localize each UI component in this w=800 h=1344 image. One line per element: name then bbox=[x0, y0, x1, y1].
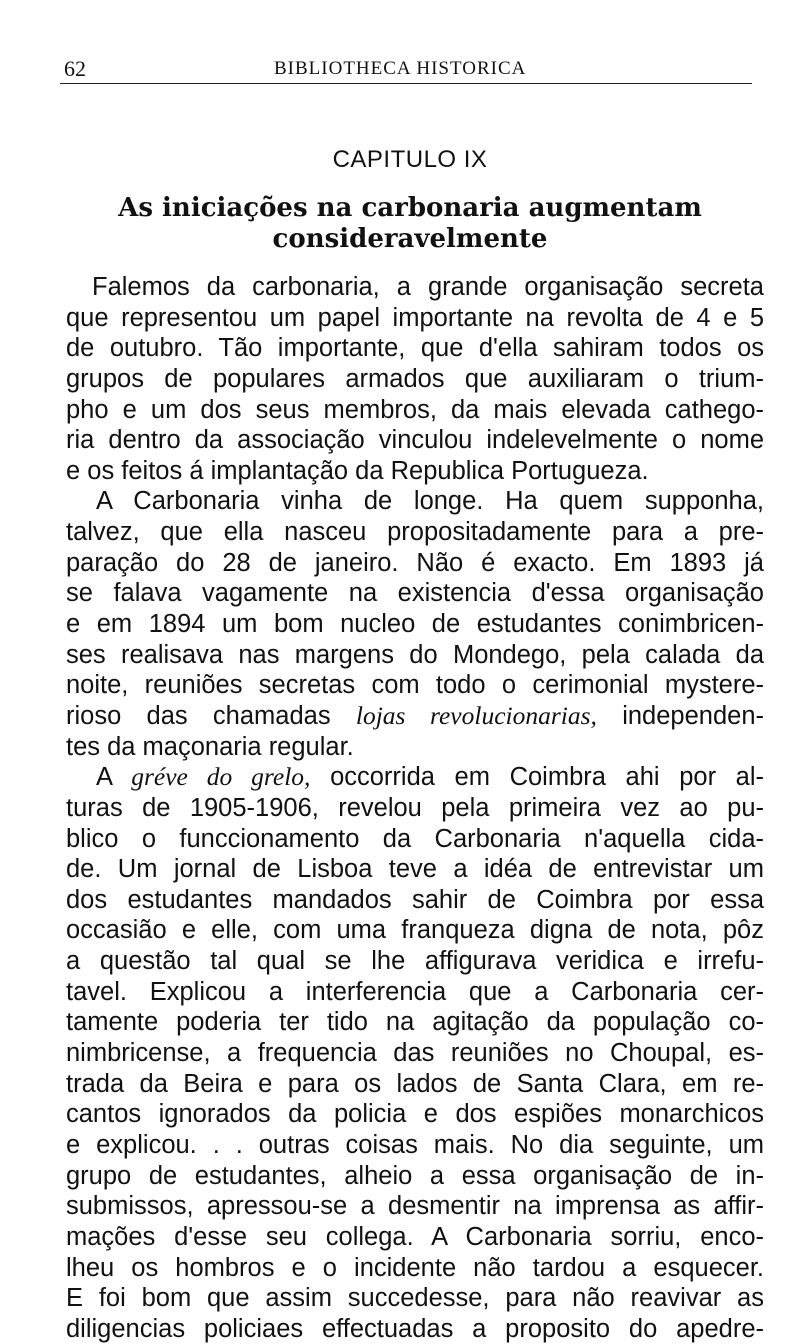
text-line: noite, reuniões secretas com todo o cerimonial mystere- bbox=[66, 671, 764, 700]
text-line: turas de 1905-1906, revelou pela primeira vez ao pu- bbox=[66, 793, 764, 822]
text-line: tavel. Explicou a interferencia que a Carbonaria cer- bbox=[66, 977, 764, 1006]
text-line: E foi bom que assim succedesse, para não reavivar as bbox=[66, 1284, 764, 1313]
text-line: talvez, que ella nasceu propositadamente para a pre- bbox=[66, 518, 764, 547]
text-line: ses realisava nas margens do Mondego, pela calada da bbox=[66, 640, 764, 669]
text-line: mações d'esse seu collega. A Carbonaria sorriu, enco- bbox=[66, 1222, 764, 1251]
page-header bbox=[62, 52, 750, 82]
text-line: tes da maçonaria regular. bbox=[66, 732, 354, 761]
page-number: 62 bbox=[64, 56, 86, 81]
text-line: de outubro. Tão importante, que d'ella sahiram todos os bbox=[66, 334, 764, 363]
text-line: nimbricense, a frequencia das reuniões no Choupal, es- bbox=[66, 1039, 764, 1068]
text-line: A Carbonaria vinha de longe. Ha quem supponha, bbox=[96, 487, 764, 516]
text-line bbox=[66, 762, 764, 793]
text-line: tamente poderia ter tido na agitação da população co- bbox=[66, 1008, 764, 1037]
text-line: pho e um dos seus membros, da mais elevada cathego- bbox=[66, 395, 764, 424]
text-line: trada da Beira e para os lados de Santa Clara, em re- bbox=[66, 1069, 764, 1098]
chapter-title-line: As iniciações na carbonaria augmentam bbox=[118, 193, 702, 223]
text-line bbox=[66, 701, 764, 732]
chapter-title-line: consideravelmente bbox=[272, 224, 548, 254]
chapter-title bbox=[0, 193, 800, 255]
text-line: occasião e elle, com uma franqueza digna de nota, pôz bbox=[66, 916, 764, 945]
text-line: lheu os hombros e o incidente não tardou a esquecer. bbox=[66, 1253, 764, 1282]
italic-phrase: lojas revolucionarias, bbox=[355, 700, 597, 730]
text-line: cantos ignorados da policia e dos espiões monarchicos bbox=[66, 1100, 764, 1129]
text-line: e explicou. . . outras coisas mais. No dia seguinte, um bbox=[66, 1130, 764, 1159]
text-fragment: independen- bbox=[622, 701, 764, 730]
text-line: ria dentro da associação vinculou indelevelmente o nome bbox=[66, 426, 764, 455]
text-line: a questão tal qual se lhe affigurava veridica e irrefu- bbox=[66, 947, 764, 976]
running-title: BIBLIOTHECA HISTORICA bbox=[274, 58, 527, 79]
text-line: de. Um jornal de Lisboa teve a idéa de entrevistar um bbox=[66, 855, 764, 884]
text-fragment: A bbox=[96, 763, 112, 792]
text-line: Falemos da carbonaria, a grande organisação secreta bbox=[92, 273, 764, 301]
text-line: e os feitos á implantação da Republica Portugueza. bbox=[66, 456, 649, 485]
text-line: dos estudantes mandados sahir de Coimbra por essa bbox=[66, 885, 764, 914]
text-line: e em 1894 um bom nucleo de estudantes conimbricen- bbox=[66, 610, 764, 639]
text-line: se falava vagamente na existencia d'essa organisação bbox=[66, 579, 764, 608]
body-text bbox=[66, 272, 764, 1344]
text-line: submissos, apressou-se a desmentir na imprensa as affir- bbox=[66, 1192, 764, 1221]
text-line: grupos de populares armados que auxiliaram o trium- bbox=[66, 364, 764, 393]
chapter-label: CAPITULO IX bbox=[332, 146, 488, 173]
text-line: grupo de estudantes, alheio a essa organisação de in- bbox=[66, 1161, 764, 1190]
text-line: blico o funccionamento da Carbonaria n'aquella cida- bbox=[66, 824, 764, 853]
header-rule bbox=[60, 83, 752, 84]
text-line: paração do 28 de janeiro. Não é exacto. Em 1893 já bbox=[66, 548, 764, 577]
text-line: que representou um papel importante na revolta de 4 e 5 bbox=[66, 303, 764, 332]
text-fragment: rioso das chamadas bbox=[66, 701, 331, 730]
text-fragment: occorrida em Coimbra ahi por al- bbox=[330, 763, 765, 792]
text-line: diligencias policiaes effectuadas a proposito do apedre- bbox=[66, 1314, 764, 1343]
italic-phrase: gréve do grelo, bbox=[131, 762, 311, 792]
